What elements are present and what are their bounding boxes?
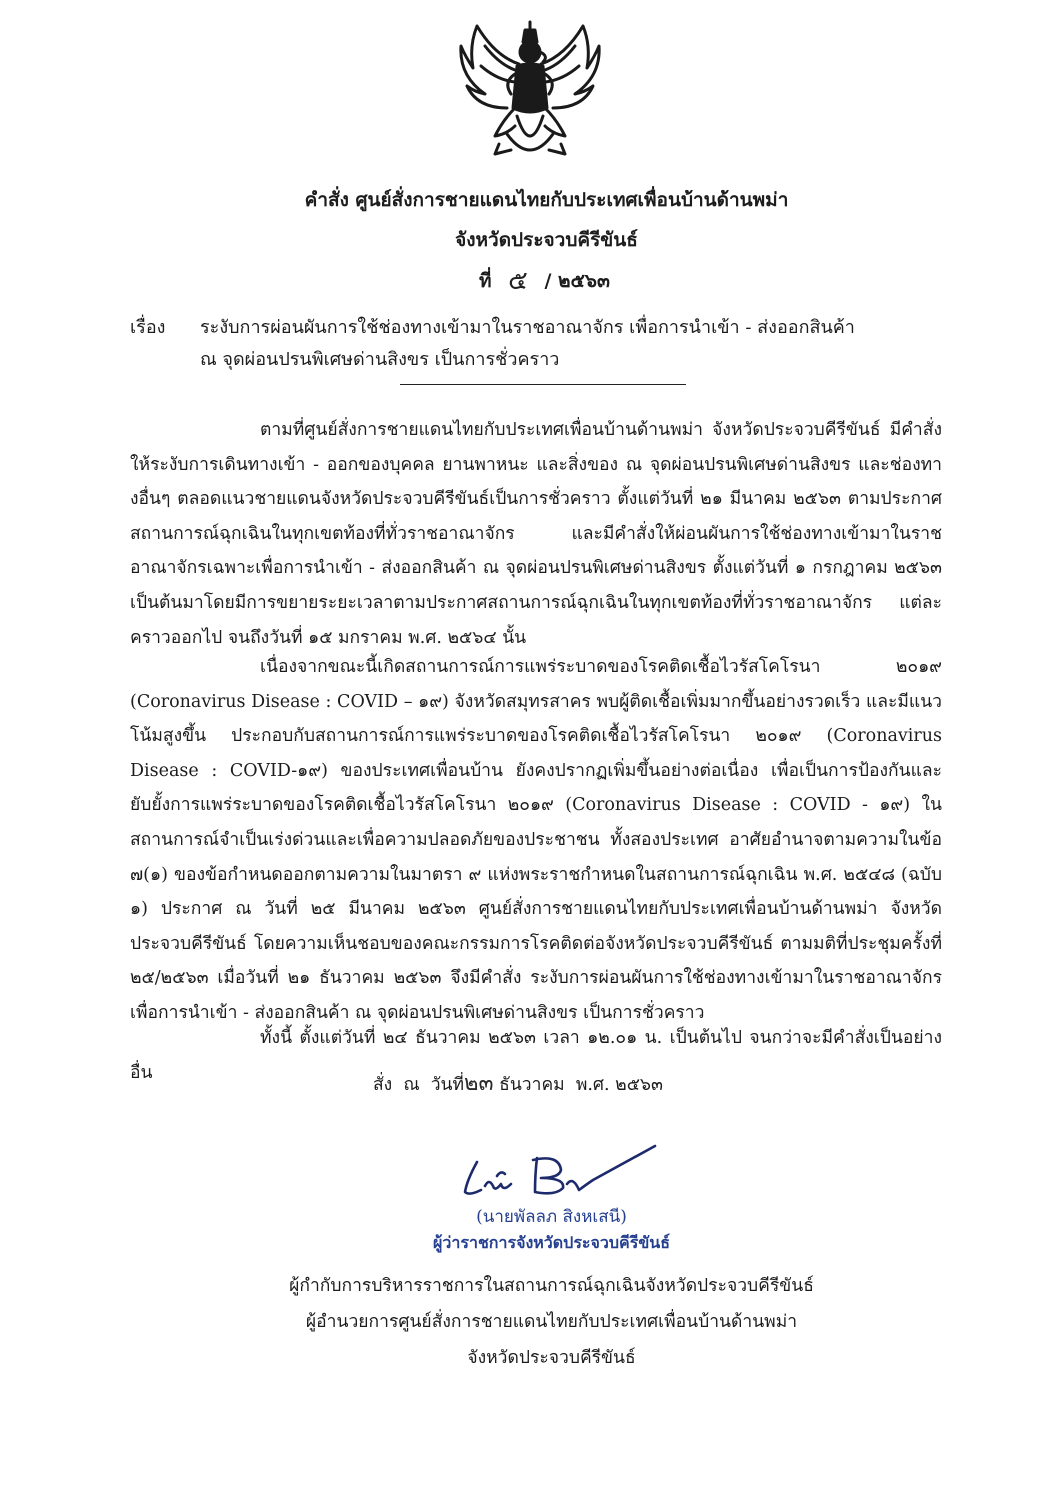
footer-role-3: จังหวัดประจวบคีรีขันธ์ — [467, 1348, 636, 1368]
body-paragraph-1: ตามที่ศูนย์สั่งการชายแดนไทยกับประเทศเพื่อนบ้านด้านพม่า จังหวัดประจวบคีรีขันธ์ มีคำสั่งให้ระงับการเดินทางเข้า - ออกของบุคคล ยานพาหนะ และสิ่งของ ณ จุดผ่อนปรนพิเศษด่านสิงขร และช่องทางอื่นๆ ตลอดแนวชายแดนจังหวัดประจวบคีรีขันธ์เป็นการชั่วคราว ตั้งแต่วันที่ ๒๑ มีนาคม ๒๕๖๓ ตามประกาศสถานการณ์ฉุกเฉินในทุกเขตท้องที่ทั่วราชอาณาจักร และมีคำสั่งให้ผ่อนผันการใช้ช่องทางเข้ามาในราชอาณาจักรเฉพาะเพื่อการนำเข้า - ส่งออกสินค้า ณ จุดผ่อนปรนพิเศษด่านสิงขร ตั้งแต่วันที่ ๑ กรกฎาคม ๒๕๖๓ เป็นต้นมาโดยมีการขยายระยะเวลาตามประกาศสถานการณ์ฉุกเฉินในทุกเขตท้องที่ทั่วราชอาณาจักร แต่ละคราวออกไป จนถึงวันที่ ๑๕ มกราคม พ.ศ. ๒๕๖๔ นั้น — [130, 420, 942, 648]
signed-day: ๒๓ — [464, 1071, 494, 1096]
signatory-name: (นายพัลลภ สิงหเสนี) — [476, 1207, 627, 1227]
order-year: / ๒๕๖๓ — [544, 270, 610, 292]
subject-text — [200, 312, 920, 376]
order-number: ๕ — [508, 266, 528, 296]
subject-line-2: ณ จุดผ่อนปรนพิเศษด่านสิงขร เป็นการชั่วคราว — [200, 349, 560, 370]
signatory-title: ผู้ว่าราชการจังหวัดประจวบคีรีขันธ์ — [433, 1233, 670, 1252]
divider — [400, 384, 686, 385]
order-title: คำสั่ง ศูนย์สั่งการชายแดนไทยกับประเทศเพื่อนบ้านด้านพม่า — [304, 189, 789, 211]
footer-role-1: ผู้กำกับการบริหารราชการในสถานการณ์ฉุกเฉินจังหวัดประจวบคีรีขันธ์ — [289, 1276, 814, 1296]
body-paragraph-3: ทั้งนี้ ตั้งแต่วันที่ ๒๔ ธันวาคม ๒๕๖๓ เวลา ๑๒.๐๑ น. เป็นต้นไป จนกว่าจะมีคำสั่งเป็นอย่างอื่น — [130, 1028, 942, 1083]
signed-prefix: สั่ง ณ วันที่ — [373, 1075, 465, 1095]
garuda-emblem-icon — [455, 16, 605, 166]
subject-line-1: ระงับการผ่อนผันการใช้ช่องทางเข้ามาในราชอาณาจักร เพื่อการนำเข้า - ส่งออกสินค้า — [200, 317, 855, 338]
signed-month-year: ธันวาคม พ.ศ. ๒๕๖๓ — [493, 1075, 664, 1095]
signed-date-line — [373, 1067, 663, 1102]
order-number-line — [18, 265, 1053, 295]
footer-role-2: ผู้อำนวยการศูนย์สั่งการชายแดนไทยกับประเทศเพื่อนบ้านด้านพม่า — [305, 1312, 798, 1332]
order-province: จังหวัดประจวบคีรีขันธ์ — [455, 229, 638, 251]
subject-label: เรื่อง — [130, 317, 166, 338]
order-prefix: ที่ — [479, 270, 492, 292]
handwritten-signature — [455, 1140, 665, 1212]
body-paragraph-2: เนื่องจากขณะนี้เกิดสถานการณ์การแพร่ระบาดของโรคติดเชื้อไวรัสโคโรนา ๒๐๑๙ (Coronavirus Disease : COVID – ๑๙) จังหวัดสมุทรสาคร พบผู้ติดเชื้อเพิ่มมากขึ้นอย่างรวดเร็ว และมีแนวโน้มสูงขึ้น ประกอบกับสถานการณ์การแพร่ระบาดของโรคติดเชื้อไวรัสโคโรนา ๒๐๑๙ (Coronavirus Disease : COVID-๑๙) ของประเทศเพื่อนบ้าน ยังคงปรากฏเพิ่มขึ้นอย่างต่อเนื่อง เพื่อเป็นการป้องกันและยับยั้งการแพร่ระบาดของโรคติดเชื้อไวรัสโคโรนา ๒๐๑๙ (Coronavirus Disease : COVID - ๑๙) ในสถานการณ์จำเป็นเร่งด่วนและเพื่อความปลอดภัยของประชาชน ทั้งสองประเทศ อาศัยอำนาจตามความในข้อ ๗(๑) ของข้อกำหนดออกตามความในมาตรา ๙ แห่งพระราชกำหนดในสถานการณ์ฉุกเฉิน พ.ศ. ๒๕๔๘ (ฉบับ ๑) ประกาศ ณ วันที่ ๒๕ มีนาคม ๒๕๖๓ ศูนย์สั่งการชายแดนไทยกับประเทศเพื่อนบ้านด้านพม่า จังหวัดประจวบคีรีขันธ์ โดยความเห็นชอบของคณะกรรมการโรคติดต่อจังหวัดประจวบคีรีขันธ์ ตามมติที่ประชุมครั้งที่ ๒๕/๒๕๖๓ เมื่อวันที่ ๒๑ ธันวาคม ๒๕๖๓ จึงมีคำสั่ง ระงับการผ่อนผันการใช้ช่องทางเข้ามาในราชอาณาจักรเพื่อการนำเข้า - ส่งออกสินค้า ณ จุดผ่อนปรนพิเศษด่านสิงขร เป็นการชั่วคราว — [130, 657, 942, 1023]
